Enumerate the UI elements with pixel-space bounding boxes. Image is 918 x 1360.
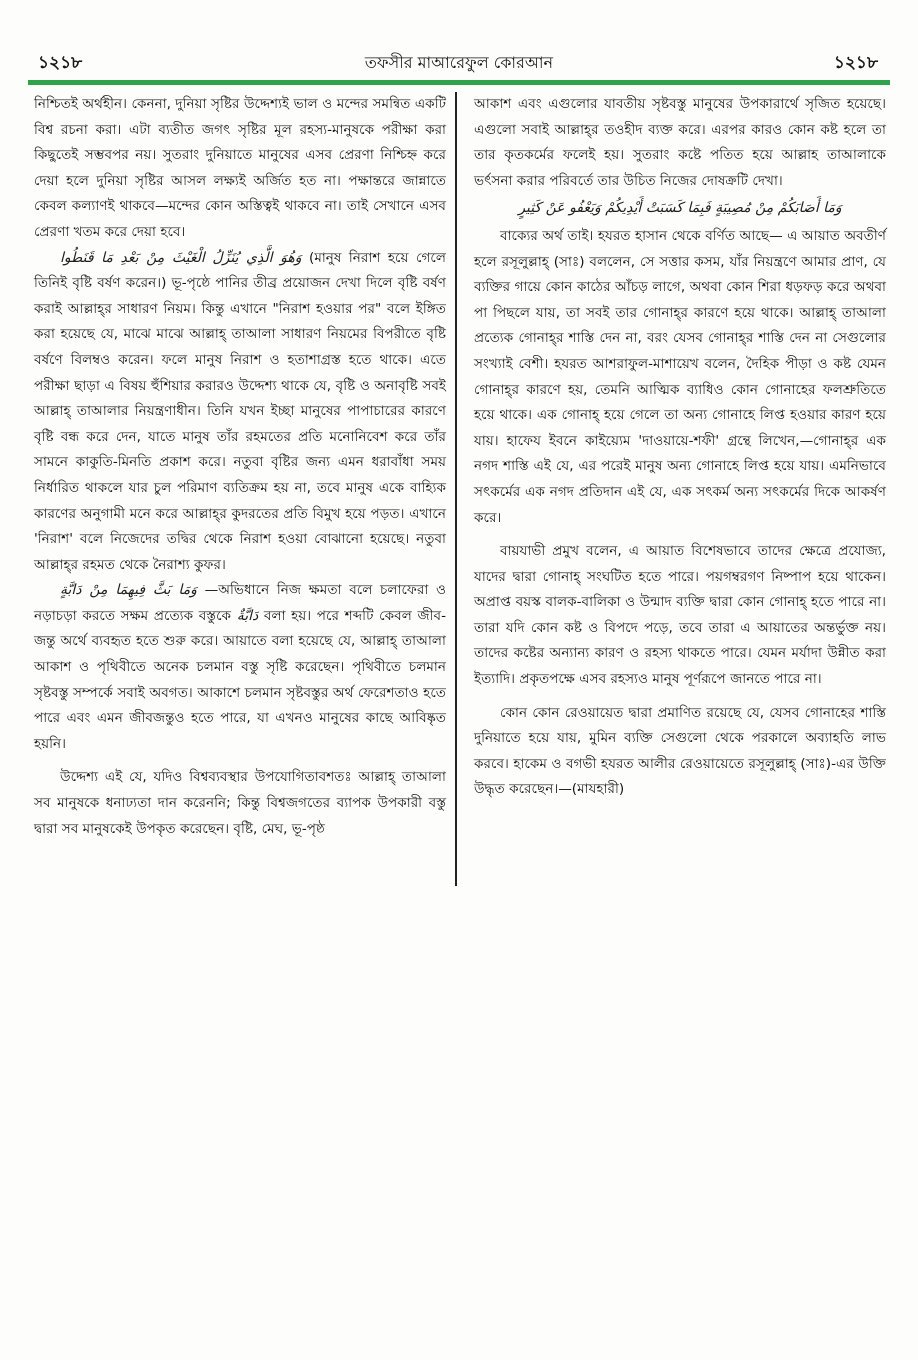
page-number-left: ১২১৮ xyxy=(38,53,83,73)
left-paragraph-3-text-a: —অভিধানে নিজ ক্ষমতা বলে চলাফেরা ও নড়াচড়া করতে সক্ষম প্রত্যেক বস্তুকে xyxy=(34,582,446,624)
arabic-verse-affliction: وَمَا أَصَابَكُمْ مِنْ مُصِيبَةٍ فَبِمَا كَسَبَتْ أَيْدِيكُمْ وَيَعْفُو عَنْ كَثِيرٍ xyxy=(518,200,842,217)
left-paragraph-3 xyxy=(34,578,446,757)
right-paragraph-3: বায়যাভী প্রমুখ বলেন, এ আয়াত বিশেষভাবে তাদের ক্ষেত্রে প্রযোজ্য, যাদের দ্বারা গোনাহ্‌ সংঘটিত হতে পারে। পয়গম্বরগণ নিষ্পাপ হয়ে থাকেন। অপ্রাপ্ত বয়স্ক বালক-বালিকা ও উন্মাদ ব্যক্তি দ্বারা কোন গোনাহ্‌ হতে পারে না। তারা যদি কোন কষ্ট ও বিপদে পড়ে, তবে তারা এ আয়াতের অন্তর্ভুক্ত নয়। তাদের কষ্টের অন্যান্য কারণ ও রহস্য থাকতে পারে। যেমন মর্যাদা উন্নীত করা ইত্যাদি। প্রকৃতপক্ষে এসব রহস্যও মানুষ পূর্ণরূপে জানতে পারে না। xyxy=(474,543,886,688)
right-paragraph-2: বাক্যের অর্থ তাই। হযরত হাসান থেকে বর্ণিত আছে— এ আয়াত অবতীর্ণ হলে রসূলুল্লাহ্‌ (সাঃ) বললেন, সে সত্তার কসম, যাঁর নিয়ন্ত্রণে আমার প্রাণ, যে ব্যক্তির গায়ে কোন কাঠের আঁচড় লাগে, অথবা কোন শিরা ধড়ফড় করে অথবা পা পিছলে যায়, তা সবই তার গোনাহ্‌র কারণে হয়ে থাকে। আল্লাহ্‌ তাআলা প্রত্যেক গোনাহ্‌র শাস্তি দেন না, বরং যেসব গোনাহ্‌র শাস্তি দেন না সেগুলোর সংখ্যাই বেশী। হযরত আশরাফুল-মাশায়েখ বলেন, দৈহিক পীড়া ও কষ্ট যেমন গোনাহ্‌র কারণে হয়, তেমনি আত্মিক ব্যাধিও কোন গোনাহের ফলশ্রুতিতে হয়ে থাকে। এক গোনাহ্‌ হয়ে গেলে তা অন্য গোনাহে লিপ্ত হওয়ার কারণ হয়ে যায়। হাফেয ইবনে কাইয়্যেম 'দাওয়ায়ে-শফী' গ্রন্থে লিখেন,—গোনাহ্‌র এক নগদ শাস্তি এই যে, এর পরেই মানুষ অন্য গোনাহে লিপ্ত হয়ে যায়। এমনিভাবে সৎকর্মের এক নগদ প্রতিদান এই যে, এক সৎকর্ম অন্য সৎকর্মের দিকে আকর্ষণ করে। xyxy=(474,227,886,526)
right-column xyxy=(474,92,886,803)
left-paragraph-2 xyxy=(34,246,446,579)
right-paragraph-4: কোন কোন রেওয়ায়েত দ্বারা প্রমাণিত রয়েছে যে, যেসব গোনাহের শাস্তি দুনিয়াতে হয়ে যায়, মুমিন ব্যক্তি সেগুলো থেকে পরকালে অব্যাহতি লাভ করবে। হাকেম ও বগভী হযরত আলীর রেওয়ায়েতে রসূলুল্লাহ্‌ (সাঃ)-এর উক্তি উদ্ধৃত করেছেন।—(মাযহারী) xyxy=(474,704,886,798)
left-paragraph-3-text-b: বলা হয়। পরে শব্দটি কেবল জীব-জন্তু অর্থে ব্যবহৃত হতে শুরু করে। আয়াতে বলা হয়েছে যে, আল্লাহ্‌ তাআলা আকাশ ও পৃথিবীতে অনেক চলমান বস্তু সৃষ্টি করেছেন। পৃথিবীতে চলমান সৃষ্টবস্তু সম্পর্কে সবাই অবগত। আকাশে চলমান সৃষ্টবস্তুর অর্থ ফেরেশতাও হতে পারে এবং এমন জীবজন্তুও হতে পারে, যা এখনও মানুষের কাছে আবিষ্কৃত হয়নি। xyxy=(34,607,446,752)
left-column xyxy=(34,92,446,842)
arabic-verse-creatures: وَمَا بَثَّ فِيهِمَا مِنْ دَابَّةٍ xyxy=(60,582,197,599)
header-rule xyxy=(28,80,890,85)
page-number-right: ১২১৮ xyxy=(833,53,878,73)
left-paragraph-2-text: (মানুষ নিরাশ হয়ে গেলে তিনিই বৃষ্টি বর্ষণ করেন।) ভূ-পৃষ্ঠে পানির তীব্র প্রয়োজন দেখা দিলে বৃষ্টি বর্ষণ করাই আল্লাহ্‌র সাধারণ নিয়ম। কিন্তু এখানে "নিরাশ হওয়ার পর" বলে ইঙ্গিত করা হয়েছে যে, মাঝে মাঝে আল্লাহ্‌ তাআলা সাধারণ নিয়মের বিপরীতে বৃষ্টি বর্ষণে বিলম্বও করেন। ফলে মানুষ নিরাশ ও হতাশাগ্রস্ত হতে থাকে। এতে পরীক্ষা ছাড়া এ বিষয় হুঁশিয়ার করারও উদ্দেশ্য থাকে যে, বৃষ্টি ও অনাবৃষ্টি সবই আল্লাহ্‌ তাআলার নিয়ন্ত্রণাধীন। তিনি যখন ইচ্ছা মানুষের পাপাচারের কারণে বৃষ্টি বন্ধ করে দেন, যাতে মানুষ তাঁর রহমতের প্রতি মনোনিবেশ করে তাঁর সামনে কাকুতি-মিনতি প্রকাশ করে। নতুবা বৃষ্টির জন্য এমন ধরাবাঁধা সময় নির্ধারিত থাকলে যার চুল পরিমাণ ব্যতিক্রম হয় না, তবে মানুষ একে বাহ্যিক কারণের অনুগামী মনে করে আল্লাহ্‌র কুদরতের প্রতি বিমুখ হয়ে পড়ত। এখানে 'নিরাশ' বলে নিজেদের তদ্বির থেকে নিরাশ হওয়া বোঝানো হয়েছে। নতুবা আল্লাহ্‌র রহমত থেকে নৈরাশ্য কুফর। xyxy=(34,249,446,573)
page-header xyxy=(28,48,890,78)
left-paragraph-1: নিশ্চিতই অর্থহীন। কেননা, দুনিয়া সৃষ্টির উদ্দেশ্যই ভাল ও মন্দের সমন্বিত একটি বিশ্ব রচনা করা। এটা ব্যতীত জগৎ সৃষ্টির মূল রহস্য-মানুষকে পরীক্ষা করা কিছুতেই সম্ভবপর নয়। সুতরাং দুনিয়াতে মানুষের এসব প্রেরণা নিশ্চিহ্ন করে দেয়া হলে দুনিয়া সৃষ্টির আসল লক্ষ্যই অর্জিত হত না। পক্ষান্তরে জান্নাতে কেবল কল্যাণই থাকবে—মন্দের কোন অস্তিত্বই থাকবে না। তাই সেখানে এসব প্রেরণা খতম করে দেয়া হবে। xyxy=(34,96,446,240)
arabic-verse-rain: وَهُوَ الَّذِي يُنَزِّلُ الْغَيْثَ مِنْ بَعْدِ مَا قَنَطُوا xyxy=(60,249,302,266)
left-paragraph-4: উদ্দেশ্য এই যে, যদিও বিশ্বব্যবস্থার উপযোগিতাবশতঃ আল্লাহ্‌ তাআলা সব মানুষকে ধনাঢ্যতা দান করেননি; কিন্তু বিশ্বজগতের ব্যাপক উপকারী বস্তু দ্বারা সব মানুষকেই উপকৃত করেছেন। বৃষ্টি, মেঘ, ভূ-পৃষ্ঠ xyxy=(34,769,446,837)
right-paragraph-1: আকাশ এবং এগুলোর যাবতীয় সৃষ্টবস্তু মানুষের উপকারার্থে সৃজিত হয়েছে। এগুলো সবাই আল্লাহ্‌র তওহীদ ব্যক্ত করে। এরপর কারও কোন কষ্ট হলে তা তার কৃতকর্মের ফলেই হয়। সুতরাং কষ্টে পতিত হয়ে আল্লাহ তাআলাকে ভর্ৎসনা করার পরিবর্তে তার উচিত নিজের দোষক্রটি দেখা। xyxy=(474,96,886,189)
arabic-word-dabbah: دَابَّةٌ xyxy=(236,607,259,624)
column-divider xyxy=(455,92,457,886)
running-title: তফসীর মাআরেফুল কোরআন xyxy=(364,52,554,72)
